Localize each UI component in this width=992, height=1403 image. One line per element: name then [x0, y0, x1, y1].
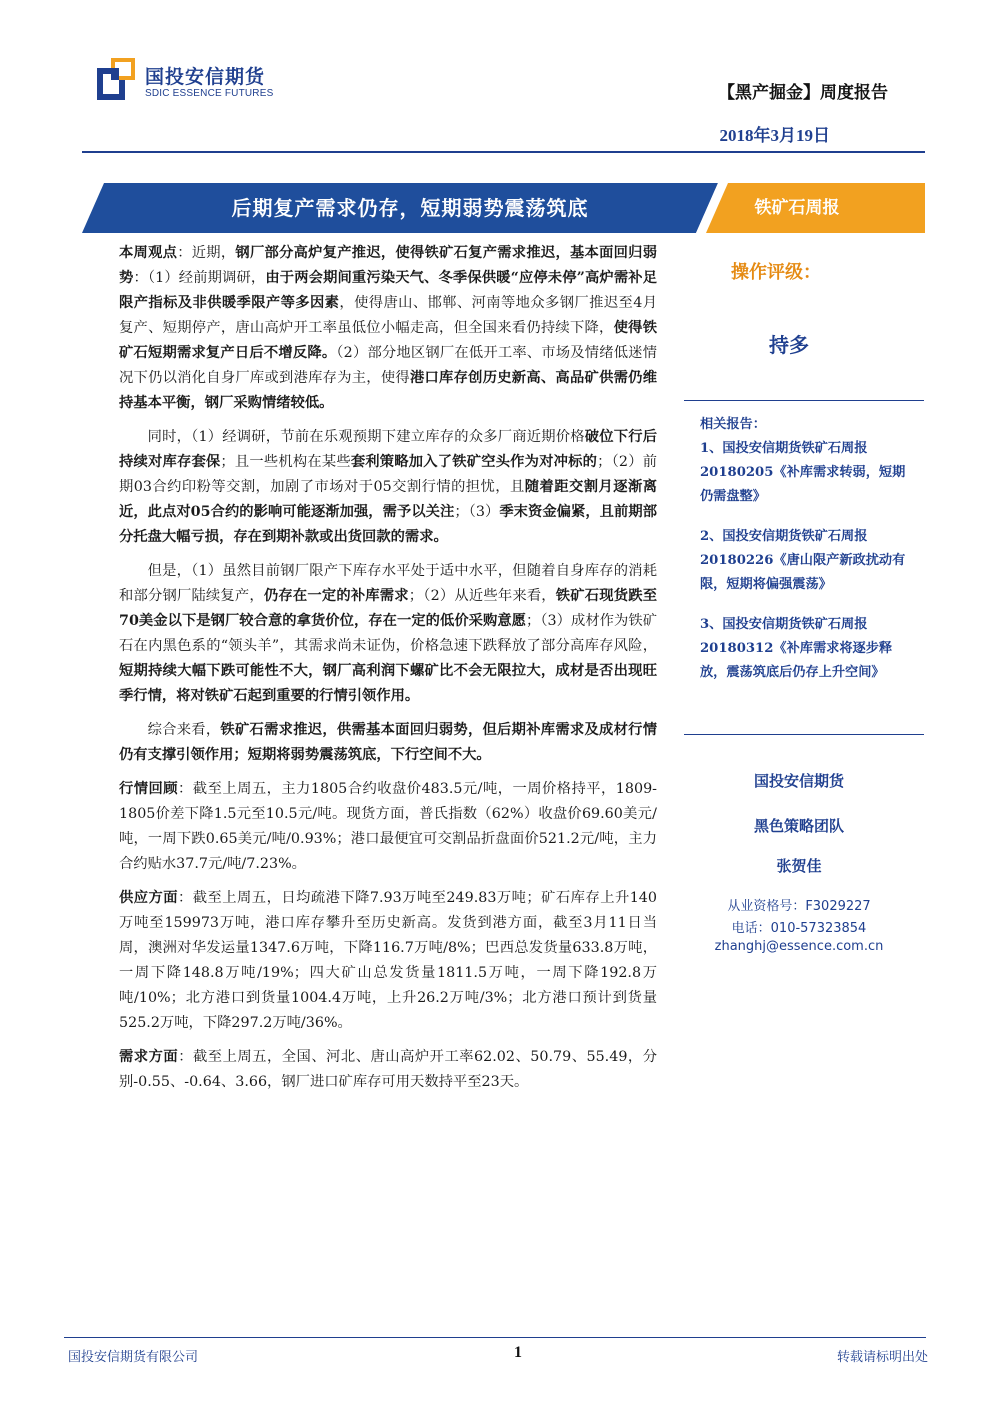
report-date: 2018年3月19日	[719, 126, 830, 145]
report-body	[119, 241, 657, 1104]
paragraph-summary: 综合来看，铁矿石需求推迟，供需基本面回归弱势，但后期补库需求及成材行情仍有支撑引领作用；短期将弱势震荡筑底，下行空间不大。	[119, 722, 657, 763]
logo-mark-icon	[97, 58, 135, 100]
rating-label: 操作评级：	[731, 262, 821, 283]
side-divider-top	[684, 400, 924, 401]
paragraph-market-review: 行情回顾：截至上周五，主力1805合约收盘价483.5元/吨，一周价格持平，1809-1805价差下降1.5元至10.5元/吨。现货方面，普氏指数（62%）收盘价69.60美元/吨，一周下跌0.65美元/吨/0.93%；港口最便宜可交割品折盘面价521.2元/吨，主力合约贴水37.7元/吨/7.23%。	[119, 781, 658, 872]
related-report-item[interactable]: 1、国投安信期货铁矿石周报20180205《补库需求转弱，短期仍需盘整》	[700, 441, 906, 504]
paragraph-however: 但是，（1）虽然目前钢厂限产下库存水平处于适中水平，但随着自身库存的消耗和部分钢厂陆续复产，仍存在一定的补库需求；（2）从近些年来看，铁矿石现货跌至70美金以下是钢厂较合意的拿货价位，存在一定的低价采购意愿；（3）成材作为铁矿石在内黑色系的“领头羊”，其需求尚未证伪，价格急速下跌释放了部分高库存风险，短期持续大幅下跌可能性不大，钢厂高利润下螺矿比不会无限拉大，成材是否出现旺季行情，将对铁矿石起到重要的行情引领作用。	[119, 563, 658, 704]
related-report-item[interactable]: 3、国投安信期货铁矿石周报20180312《补库需求将逐步释放，震荡筑底后仍存上升空间》	[700, 617, 893, 680]
team-company: 国投安信期货	[753, 772, 844, 790]
analyst-license: 从业资格号：F3029227	[727, 899, 871, 914]
company-logo	[97, 58, 287, 102]
brand-name-cn: 国投安信期货	[145, 66, 266, 88]
paragraph-weekly-view: 本周观点：近期，钢厂部分高炉复产推迟，使得铁矿石复产需求推迟，基本面回归弱势：（1）经前期调研，由于两会期间重污染天气、冬季保供暖“应停未停”高炉需补足限产指标及非供暖季限产等多因素，使得唐山、邯郸、河南等地众多钢厂推迟至4月复产、短期停产，唐山高炉开工率虽低位小幅走高，但全国来看仍持续下降，使得铁矿石短期需求复产日后不增反降。（2）部分地区钢厂在低开工率、市场及情绪低迷情况下仍以消化自身厂库或到港库存为主，使得港口库存创历史新高、高品矿供需仍维持基本平衡，钢厂采购情绪较低。	[119, 245, 658, 411]
team-group: 黑色策略团队	[753, 817, 844, 835]
report-headline: 后期复产需求仍存，短期弱势震荡筑底	[231, 196, 589, 220]
brand-name-en: SDIC ESSENCE FUTURES	[145, 88, 274, 99]
analyst-email[interactable]: zhanghj@essence.com.cn	[714, 939, 884, 954]
side-divider-bottom	[684, 734, 924, 735]
report-series-title: 【黑产掘金】周度报告	[718, 83, 888, 103]
page-number: 1	[514, 1344, 522, 1361]
footer-company: 国投安信期货有限公司	[68, 1350, 199, 1365]
paragraph-supply: 供应方面：截至上周五，日均疏港下降7.93万吨至249.83万吨；矿石库存上升140万吨至159973万吨，港口库存攀升至历史新高。发货到港方面，截至3月11日当周，澳洲对华发运量1347.6万吨，下降116.7万吨/8%；巴西总发货量633.8万吨，一周下降148.8万吨/19%；四大矿山总发货量1811.5万吨，一周下降192.8万吨/10%；北方港口到货量1004.4万吨，上升26.2万吨/3%；北方港口预计到货量525.2万吨，下降297.2万吨/36%。	[119, 890, 657, 1031]
footer-divider	[64, 1337, 926, 1338]
paragraph-meanwhile: 同时，（1）经调研，节前在乐观预期下建立库存的众多厂商近期价格破位下行后持续对库存套保；且一些机构在某些套利策略加入了铁矿空头作为对冲标的；（2）前期03合约印粉等交割，加剧了市场对于05交割行情的担忧，且随着距交割月逐渐离近，此点对05合约的影响可能逐渐加强，需予以关注；（3）季末资金偏紧，且前期部分托盘大幅亏损，存在到期补款或出货回款的需求。	[119, 429, 658, 545]
related-report-item[interactable]: 2、国投安信期货铁矿石周报20180226《唐山限产新政扰动有限，短期将偏强震荡》	[700, 529, 906, 592]
related-reports	[700, 413, 910, 701]
report-category-tag: 铁矿石周报	[754, 198, 840, 218]
header-divider	[82, 151, 925, 153]
rating-value: 持多	[769, 333, 809, 357]
analyst-name: 张贺佳	[776, 857, 822, 875]
analyst-phone: 电话：010-57323854	[731, 921, 867, 936]
footer-notice: 转载请标明出处	[836, 1350, 928, 1365]
paragraph-demand: 需求方面：截至上周五，全国、河北、唐山高炉开工率62.02、50.79、55.49，分别-0.55、-0.64、3.66，钢厂进口矿库存可用天数持平至23天。	[119, 1049, 658, 1090]
related-reports-title: 相关报告：	[700, 417, 766, 432]
